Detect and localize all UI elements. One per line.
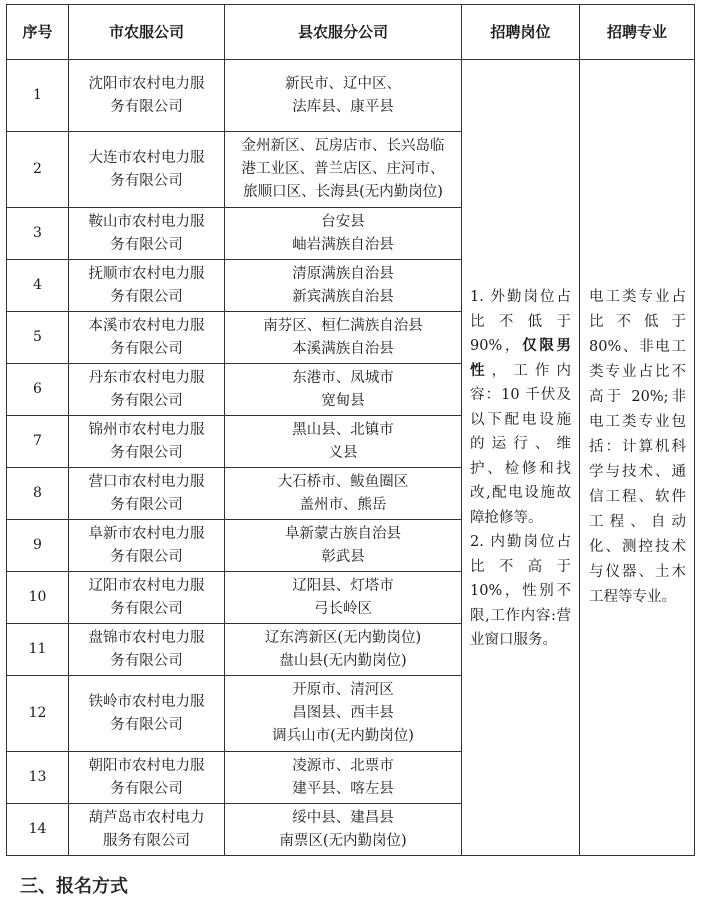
- city-company-line: 鞍山市农村电力服: [88, 213, 205, 230]
- city-company-line: 营口市农村电力服: [88, 473, 205, 490]
- county-company-line: 凌源市、北票市: [292, 757, 394, 774]
- county-company-line: 本溪满族自治县: [292, 340, 394, 357]
- county-company-line: 东港市、凤城市: [292, 369, 394, 386]
- county-company-line: 新民市、辽中区、: [285, 75, 401, 92]
- city-company-cell: [69, 312, 225, 364]
- city-company-line: 务有限公司: [110, 98, 183, 115]
- city-company-line: 大连市农村电力服: [88, 149, 205, 166]
- row-index: 1: [7, 60, 69, 132]
- header-county-company: 县农服分公司: [225, 5, 462, 60]
- county-company-line: 黑山县、北镇市: [292, 421, 394, 438]
- row-index: 14: [7, 804, 69, 856]
- county-company-line: 南票区(无内勤岗位): [279, 832, 407, 849]
- row-index: 6: [7, 364, 69, 416]
- county-company-line: 弓长岭区: [314, 600, 372, 617]
- city-company-cell: [69, 572, 225, 624]
- section-heading-registration: 三、报名方式: [20, 876, 128, 897]
- position-part1-after: ，工作内容：10 千伏及以下配电设施的运行、维护、检修和找改,配电设施故障抢修等。: [470, 362, 571, 526]
- county-company-line: 义县: [328, 444, 358, 461]
- row-index: 4: [7, 260, 69, 312]
- city-company-line: 盘锦市农村电力服: [88, 629, 205, 646]
- city-company-cell: [69, 468, 225, 520]
- city-company-line: 务有限公司: [110, 172, 183, 189]
- county-company-cell: [225, 364, 462, 416]
- city-company-line: 务有限公司: [110, 780, 183, 797]
- county-company-line: 金州新区、瓦房店市、长兴岛临: [241, 138, 445, 154]
- county-company-line: 辽阳县、灯塔市: [292, 577, 394, 594]
- city-company-line: 务有限公司: [110, 600, 183, 617]
- county-company-cell: [225, 60, 462, 132]
- table-header-row: [7, 5, 695, 60]
- row-index: 13: [7, 752, 69, 804]
- county-company-line: 台安县: [321, 213, 365, 230]
- city-company-line: 务有限公司: [110, 496, 183, 513]
- city-company-line: 朝阳市农村电力服: [88, 757, 205, 774]
- county-company-cell: [225, 260, 462, 312]
- city-company-cell: [69, 676, 225, 752]
- city-company-line: 丹东市农村电力服: [88, 369, 205, 386]
- city-company-cell: [69, 804, 225, 856]
- city-company-line: 铁岭市农村电力服: [88, 693, 205, 710]
- header-position: 招聘岗位: [462, 5, 580, 60]
- city-company-line: 服务有限公司: [103, 832, 190, 849]
- county-company-cell: [225, 676, 462, 752]
- row-index: 9: [7, 520, 69, 572]
- header-major: 招聘专业: [580, 5, 695, 60]
- city-company-cell: [69, 364, 225, 416]
- county-company-line: 旅顺口区、长海县(无内勤岗位): [243, 184, 443, 200]
- major-description-cell: 电工类专业占比不低于 80%、非电工类专业占比不高于 20%;非电工类专业包括：计算机科学与技术、通信工程、软件工程、自动化、测控技术与仪器、土木工程等专业。: [580, 60, 695, 856]
- row-index: 8: [7, 468, 69, 520]
- position-part1-before: 1. 外勤岗位占比不低于 90%，: [470, 289, 571, 354]
- header-city-company: 市农服公司: [69, 5, 225, 60]
- city-company-line: 务有限公司: [110, 548, 183, 565]
- row-index: 2: [7, 132, 69, 208]
- county-company-line: 大石桥市、鲅鱼圈区: [277, 473, 409, 490]
- county-company-cell: [225, 572, 462, 624]
- row-index: 10: [7, 572, 69, 624]
- county-company-line: 新宾满族自治县: [292, 288, 394, 305]
- city-company-cell: [69, 624, 225, 676]
- city-company-cell: [69, 416, 225, 468]
- city-company-cell: [69, 60, 225, 132]
- county-company-cell: [225, 520, 462, 572]
- county-company-line: 盘山县(无内勤岗位): [279, 652, 407, 669]
- county-company-cell: [225, 416, 462, 468]
- city-company-line: 务有限公司: [110, 340, 183, 357]
- county-company-cell: [225, 468, 462, 520]
- county-company-line: 盖州市、熊岳: [299, 496, 387, 513]
- city-company-line: 葫芦岛市农村电力: [88, 809, 205, 826]
- city-company-line: 务有限公司: [110, 444, 183, 461]
- county-company-line: 清原满族自治县: [292, 265, 394, 282]
- row-index: 3: [7, 208, 69, 260]
- county-company-line: 调兵山市(无内勤岗位): [272, 728, 414, 744]
- county-company-line: 彰武县: [321, 548, 365, 565]
- city-company-cell: [69, 208, 225, 260]
- city-company-cell: [69, 752, 225, 804]
- table-row: [7, 60, 695, 132]
- position-part2: 2. 内勤岗位占比不高于 10%，性别不限,工作内容:营业窗口服务。: [470, 534, 571, 648]
- county-company-cell: [225, 132, 462, 208]
- city-company-line: 务有限公司: [110, 288, 183, 305]
- county-company-line: 港工业区、普兰店区、庄河市、: [241, 161, 445, 177]
- county-company-line: 辽东湾新区(无内勤岗位): [264, 629, 422, 646]
- county-company-cell: [225, 624, 462, 676]
- county-company-line: 岫岩满族自治县: [292, 236, 394, 253]
- county-company-cell: [225, 752, 462, 804]
- county-company-cell: [225, 208, 462, 260]
- position-male-only: 仅限男性: [470, 338, 572, 379]
- city-company-line: 务有限公司: [110, 392, 183, 409]
- county-company-line: 建平县、喀左县: [292, 780, 394, 797]
- row-index: 11: [7, 624, 69, 676]
- city-company-cell: [69, 260, 225, 312]
- city-company-line: 务有限公司: [110, 652, 183, 669]
- city-company-cell: [69, 520, 225, 572]
- city-company-line: 阜新市农村电力服: [88, 525, 205, 542]
- county-company-line: 南芬区、桓仁满族自治县: [263, 317, 423, 334]
- city-company-line: 抚顺市农村电力服: [88, 265, 205, 282]
- county-company-line: 法库县、康平县: [292, 98, 394, 115]
- recruitment-table: [6, 4, 695, 856]
- city-company-line: 辽阳市农村电力服: [88, 577, 205, 594]
- county-company-line: 开原市、清河区: [292, 682, 394, 698]
- county-company-cell: [225, 312, 462, 364]
- county-company-line: 宽甸县: [321, 392, 365, 409]
- row-index: 5: [7, 312, 69, 364]
- county-company-cell: [225, 804, 462, 856]
- position-description-cell: [462, 60, 580, 856]
- city-company-line: 锦州市农村电力服: [88, 421, 205, 438]
- city-company-cell: [69, 132, 225, 208]
- header-index: 序号: [7, 5, 69, 60]
- county-company-line: 昌图县、西丰县: [292, 705, 394, 721]
- city-company-line: 沈阳市农村电力服: [88, 75, 205, 92]
- county-company-line: 阜新蒙古族自治县: [285, 525, 401, 542]
- county-company-line: 绥中县、建昌县: [292, 809, 394, 826]
- row-index: 7: [7, 416, 69, 468]
- city-company-line: 务有限公司: [110, 716, 183, 733]
- city-company-line: 务有限公司: [110, 236, 183, 253]
- city-company-line: 本溪市农村电力服: [88, 317, 205, 334]
- row-index: 12: [7, 676, 69, 752]
